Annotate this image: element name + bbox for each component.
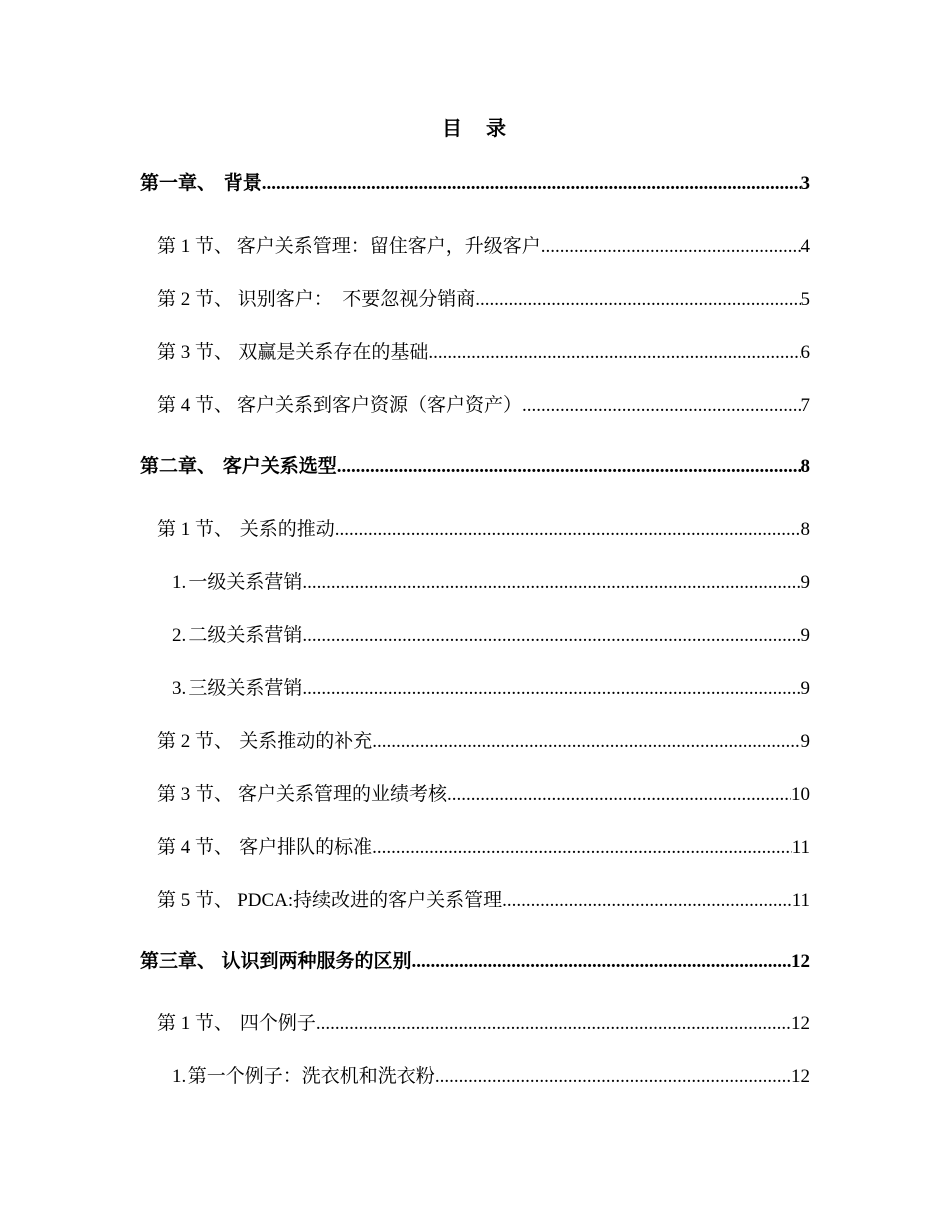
toc-dot-leader [475, 288, 800, 312]
toc-entry-number: 第 1 节、 [157, 519, 234, 540]
toc-entry-page: 8 [800, 519, 810, 540]
toc-entry-title: 识别客户： 不要忽视分销商 [237, 289, 476, 310]
toc-entry-title: 客户关系管理：留住客户，升级客户 [236, 236, 541, 257]
toc-entry-page: 12 [791, 1013, 810, 1034]
toc-entry-page: 9 [800, 678, 810, 699]
toc-dot-leader [522, 394, 800, 418]
toc-entry-section[interactable] [140, 836, 810, 860]
toc-entry-number: 2. [172, 625, 187, 646]
toc-dot-leader [372, 730, 800, 754]
toc-dot-leader [337, 455, 801, 479]
toc-dot-leader [262, 172, 801, 196]
toc-entry-page: 9 [800, 625, 810, 646]
toc-entry-page: 7 [800, 395, 810, 416]
toc-dot-leader [372, 836, 792, 860]
toc-entry-title: PDCA:持续改进的客户关系管理 [237, 890, 503, 911]
toc-entry-title: 认识到两种服务的区别 [221, 951, 412, 972]
toc-dot-leader [302, 677, 800, 701]
toc-entry-page: 8 [800, 456, 810, 477]
toc-dot-leader [541, 235, 801, 259]
toc-entry-title: 关系的推动 [239, 519, 335, 540]
toc-entry-number: 第 3 节、 [157, 342, 234, 363]
toc-entry-number: 第三章、 [140, 951, 217, 972]
toc-entry-section[interactable] [140, 730, 810, 754]
toc-entry-title: 四个例子 [239, 1013, 316, 1034]
toc-entry-number: 第 2 节、 [157, 289, 234, 310]
toc-entry-title: 双赢是关系存在的基础 [238, 342, 429, 363]
toc-entry-section[interactable] [140, 341, 810, 365]
toc-entry-section[interactable] [140, 394, 810, 418]
toc-entry-page: 10 [791, 784, 810, 805]
toc-entry-page: 5 [800, 289, 810, 310]
toc-entry-subsection[interactable] [140, 1065, 810, 1089]
toc-entry-title: 一级关系营销 [188, 572, 303, 593]
toc-entry-section[interactable] [140, 288, 810, 312]
toc-entry-page: 12 [791, 951, 810, 972]
toc-entry-title: 客户关系选型 [222, 456, 337, 477]
toc-entry-title: 客户排队的标准 [239, 837, 373, 858]
toc-entry-number: 1. [172, 1066, 187, 1087]
toc-entry-section[interactable] [140, 518, 810, 542]
toc-entry-title: 背景 [223, 173, 262, 194]
toc-dot-leader [447, 783, 791, 807]
toc-entry-title: 二级关系营销 [188, 625, 303, 646]
toc-entry-page: 3 [800, 173, 810, 194]
toc-dot-leader [302, 624, 800, 648]
toc-entry-title: 三级关系营销 [188, 678, 303, 699]
toc-entry-page: 6 [800, 342, 810, 363]
toc-entry-number: 1. [172, 572, 187, 593]
toc-dot-leader [435, 1065, 791, 1089]
toc-entry-number: 第 5 节、 [157, 890, 234, 911]
toc-entry-page: 9 [800, 572, 810, 593]
toc-entry-page: 12 [791, 1066, 810, 1087]
toc-dot-leader [502, 889, 792, 913]
toc-entry-number: 第 4 节、 [157, 395, 234, 416]
toc-entry-chapter-3[interactable] [140, 950, 810, 974]
toc-dot-leader [316, 1012, 791, 1036]
toc-entry-number: 第一章、 [140, 173, 217, 194]
toc-entry-page: 11 [791, 890, 810, 911]
toc-dot-leader [302, 571, 800, 595]
toc-entry-section[interactable] [140, 889, 810, 913]
toc-entry-number: 3. [172, 678, 187, 699]
toc-entry-number: 第 3 节、 [157, 784, 234, 805]
toc-entry-subsection[interactable] [140, 677, 810, 701]
toc-entry-page: 4 [800, 236, 810, 257]
toc-entry-section[interactable] [140, 1012, 810, 1036]
toc-entry-section[interactable] [140, 783, 810, 807]
toc-dot-leader [335, 518, 801, 542]
toc-entry-title: 第一个例子：洗衣机和洗衣粉 [187, 1066, 435, 1087]
toc-entry-number: 第 1 节、 [157, 236, 234, 257]
toc-entry-page: 11 [791, 837, 810, 858]
toc-entry-page: 9 [800, 731, 810, 752]
toc-entry-number: 第 2 节、 [157, 731, 234, 752]
toc-entry-number: 第 1 节、 [157, 1013, 234, 1034]
toc-entry-number: 第二章、 [140, 456, 217, 477]
toc-entry-title: 客户关系管理的业绩考核 [237, 784, 447, 805]
toc-dot-leader [412, 950, 792, 974]
toc-entry-number: 第 4 节、 [157, 837, 234, 858]
toc-entry-subsection[interactable] [140, 624, 810, 648]
toc-dot-leader [428, 341, 800, 365]
toc-entry-title: 客户关系到客户资源（客户资产） [237, 395, 523, 416]
toc-entry-chapter-2[interactable] [140, 455, 810, 479]
toc-entry-title: 关系推动的补充 [239, 731, 373, 752]
toc-entry-subsection[interactable] [140, 571, 810, 595]
toc-entry-chapter-1[interactable] [140, 172, 810, 196]
toc-entry-section[interactable] [140, 235, 810, 259]
toc-title: 目 录 [442, 118, 508, 140]
